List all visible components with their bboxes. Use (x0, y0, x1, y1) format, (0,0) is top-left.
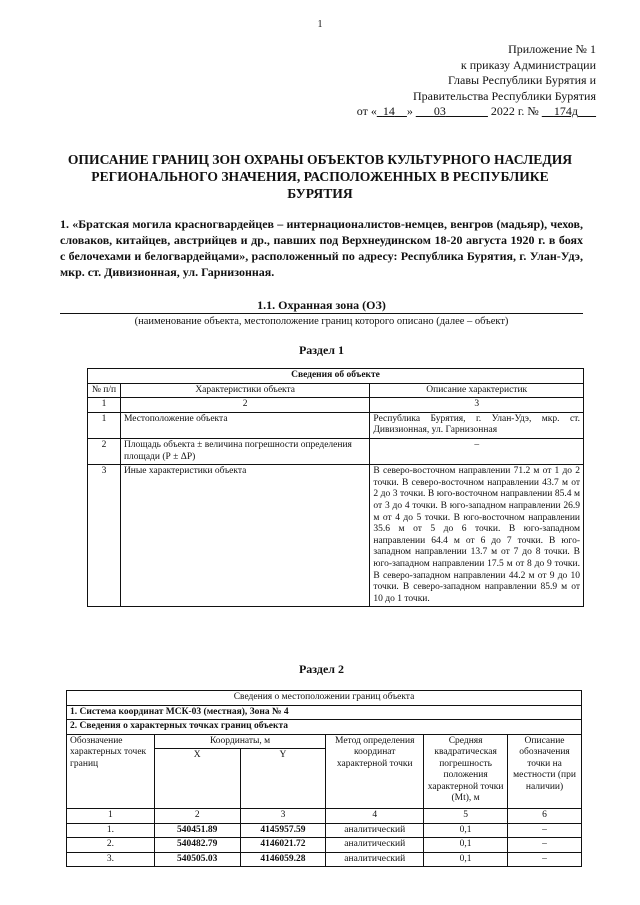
column-number: 1 (88, 398, 121, 413)
header-method: Метод определения координат характерной точки (326, 734, 424, 809)
date-year: 2022 г. № (490, 104, 539, 118)
column-number: 2 (154, 809, 240, 824)
appendix-block (357, 42, 596, 120)
header-cell: № п/п (88, 383, 121, 398)
header-error: Средняя квадратическая погрешность положения характерной точки (Mt), м (424, 734, 508, 809)
row-description: В северо-восточном направлении 71.2 м от 1 до 2 точки. В северо-восточном направлении 43.7 м от 2 до 3 точки. В юго-восточном направлении 85.4 м от 3 до 4 точки. В юго-западном направлении 26.9 м от 4 до 5 точки. В юго-восточном направлении 35.6 м от 5 до 6 точки. В юго-западном направлении 64.4 м от 6 до 7 точки. В юго-западном направлении 13.7 м от 7 до 8 точки. В юго-западном направлении 17.5 м от 8 до 9 точки. В северо-западном направлении 44.2 м от 9 до 10 точки. В северо-западном направлении 85.9 м от 10 до 1 точки. (370, 465, 584, 607)
point-description: – (508, 852, 582, 867)
header-cell: Описание характеристик (370, 383, 584, 398)
section-1-heading: Раздел 1 (298, 343, 345, 357)
table-row (67, 838, 582, 853)
point-x: 540482.79 (154, 838, 240, 853)
page-number: 1 (317, 19, 323, 30)
row-description: Республика Бурятия, г. Улан-Удэ, мкр. ст. Дивизионная, ул. Гарнизонная (370, 412, 584, 438)
header-x: X (154, 749, 240, 809)
date-mid: » (406, 104, 413, 118)
document-title: ОПИСАНИЕ ГРАНИЦ ЗОН ОХРАНЫ ОБЪЕКТОВ КУЛЬТУРНОГО НАСЛЕДИЯ РЕГИОНАЛЬНОГО ЗНАЧЕНИЯ, РАСПОЛОЖЕННЫХ В РЕСПУБЛИКЕ БУРЯТИЯ (67, 152, 573, 201)
point-description: – (508, 823, 582, 838)
header-description: Описание обозначения точки на местности (при наличии) (508, 734, 582, 809)
column-number: 4 (326, 809, 424, 824)
table-title: Сведения о местоположении границ объекта (67, 691, 582, 706)
date-month: ___03_______ (415, 104, 488, 118)
point-y: 4146021.72 (240, 838, 326, 853)
point-y: 4145957.59 (240, 823, 326, 838)
column-number: 3 (370, 398, 584, 413)
point-x: 540451.89 (154, 823, 240, 838)
point-error: 0,1 (424, 823, 508, 838)
point-method: аналитический (326, 823, 424, 838)
header-cell: Характеристики объекта (120, 383, 369, 398)
row-description: – (370, 438, 584, 464)
table-row (88, 438, 584, 464)
zone-subtitle: (наименование объекта, местоположение границ которого описано (далее – объект) (134, 316, 509, 327)
date-prefix: от « (356, 104, 377, 118)
zone-title: 1.1. Охранная зона (ОЗ) (257, 298, 386, 312)
object-info-table (87, 368, 584, 607)
point-error: 0,1 (424, 838, 508, 853)
boundary-points-table (66, 690, 582, 867)
point-x: 540505.03 (154, 852, 240, 867)
column-number: 1 (67, 809, 155, 824)
order-number: __174д___ (541, 104, 596, 118)
table-row (67, 823, 582, 838)
point-id: 2. (67, 838, 155, 853)
point-description: – (508, 838, 582, 853)
row-characteristic: Местоположение объекта (120, 412, 369, 438)
header-y: Y (240, 749, 326, 809)
points-title: 2. Сведения о характерных точках границ объекта (67, 720, 582, 735)
row-characteristic: Площадь объекта ± величина погрешности определения площади (Р ± ΔР) (120, 438, 369, 464)
point-y: 4146059.28 (240, 852, 326, 867)
header-coordinates: Координаты, м (154, 734, 326, 749)
row-characteristic: Иные характеристики объекта (120, 465, 369, 607)
header-point: Обозначение характерных точек границ (67, 734, 155, 809)
appendix-line-4: Правительства Республики Бурятия (412, 88, 596, 103)
column-number: 5 (424, 809, 508, 824)
appendix-line-1: Приложение № 1 (508, 42, 596, 56)
object-description: 1. «Братская могила красногвардейцев – интернационалистов-немцев, венгров (мадьяр), чехов, словаков, китайцев, австрийцев и др., павших под Верхнеудинском 18-20 августа 1920 г. в боях с белочехами и белогвардейцами», расположенный по адресу: Республика Бурятия, г. Улан-Удэ, мкр. ст. Дивизионная, ул. Гарнизонная. (60, 217, 583, 279)
zone-underline (60, 313, 583, 314)
section-2-heading: Раздел 2 (298, 662, 345, 676)
row-number: 1 (88, 412, 121, 438)
appendix-date-line (357, 104, 596, 120)
point-method: аналитический (326, 838, 424, 853)
point-error: 0,1 (424, 852, 508, 867)
column-number: 6 (508, 809, 582, 824)
date-day: _14__ (376, 104, 407, 118)
table-row (88, 465, 584, 607)
appendix-line-2: к приказу Администрации (460, 57, 596, 72)
table-title: Сведения об объекте (88, 369, 584, 384)
point-method: аналитический (326, 852, 424, 867)
table-row (67, 852, 582, 867)
point-id: 1. (67, 823, 155, 838)
coordinate-system: 1. Система координат МСК-03 (местная), Зона № 4 (67, 705, 582, 720)
table-row (88, 412, 584, 438)
column-number: 3 (240, 809, 326, 824)
row-number: 2 (88, 438, 121, 464)
point-id: 3. (67, 852, 155, 867)
row-number: 3 (88, 465, 121, 607)
appendix-line-3: Главы Республики Бурятия и (448, 73, 596, 87)
column-number: 2 (120, 398, 369, 413)
